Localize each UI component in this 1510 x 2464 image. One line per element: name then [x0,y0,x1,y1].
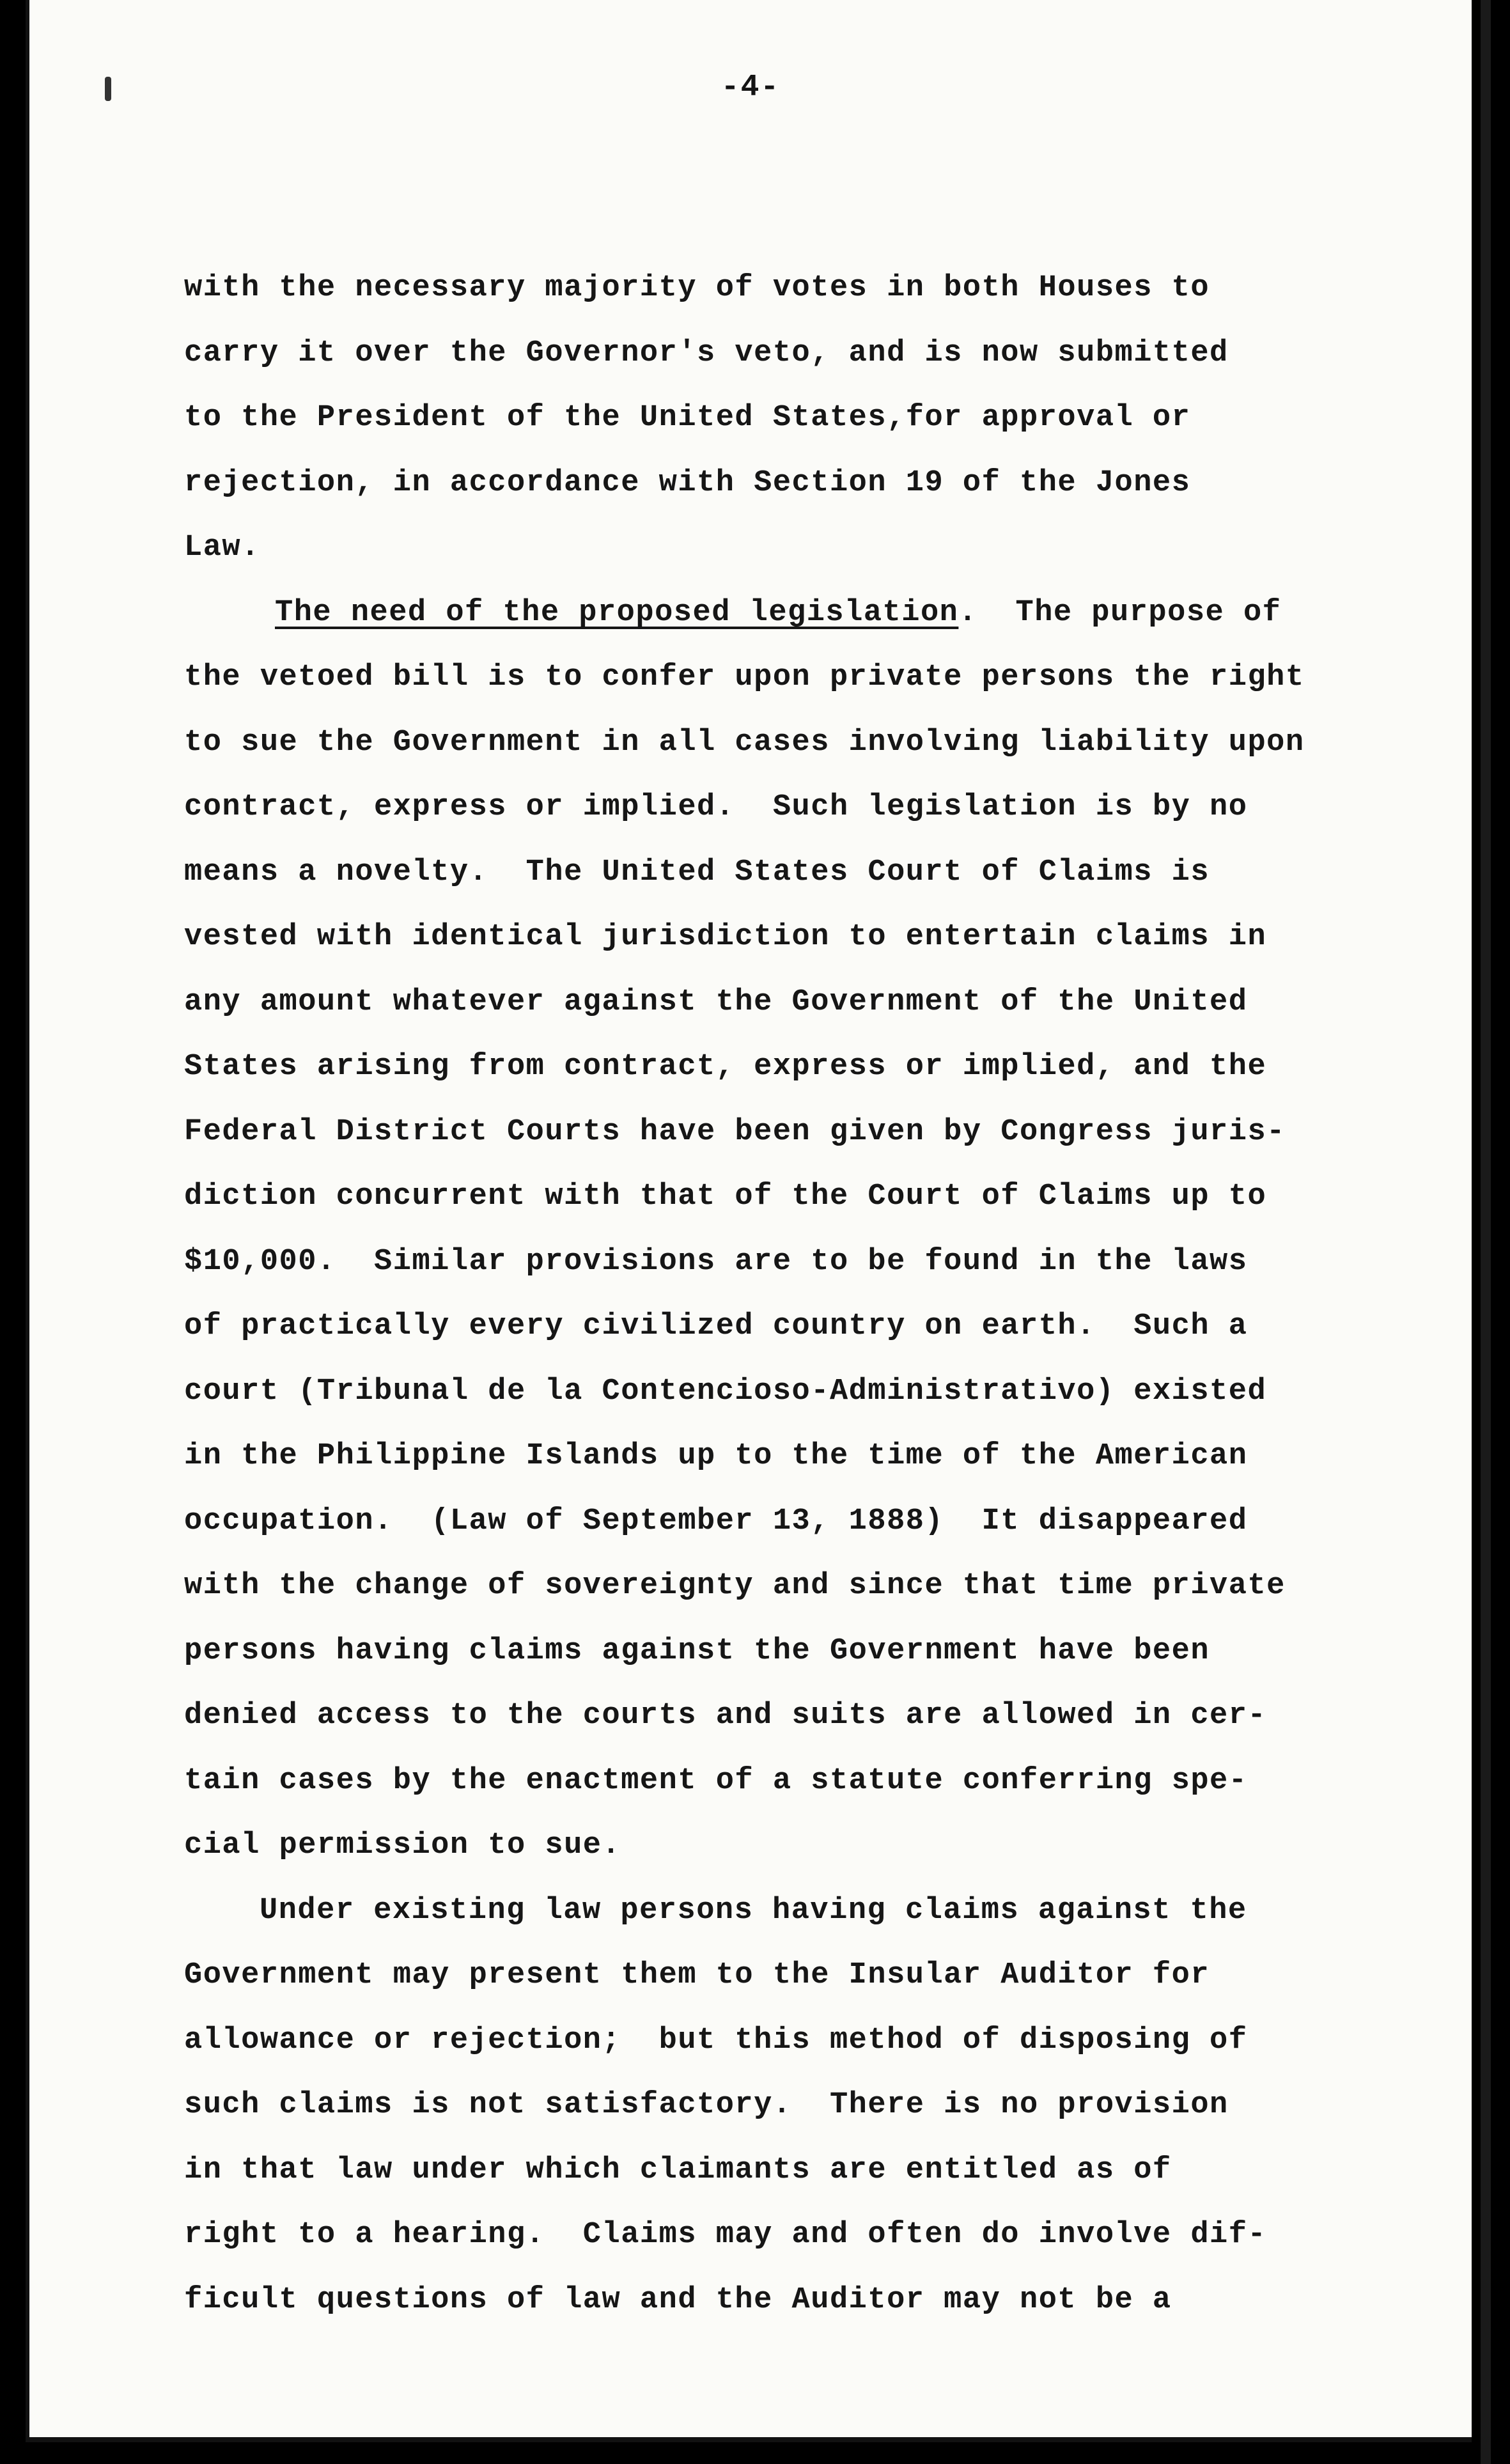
text-line: occupation. (Law of September 13, 1888) It disappeared [184,1504,1248,1538]
text-run: . The purpose of [958,595,1282,630]
text-line: ficult questions of law and the Auditor may not be a [184,2282,1172,2317]
section-heading: The need of the proposed legislation [275,595,959,630]
text-line: Under existing law persons having claims against the [260,1893,1247,1928]
text-line: with the change of sovereignty and since that time private [184,1569,1286,1603]
text-line: contract, express or implied. Such legislation is by no [184,790,1248,824]
text-line: court (Tribunal de la Contencioso-Administrativo) existed [184,1374,1267,1408]
body-text [184,256,1399,2332]
paragraph-continuation [184,256,1399,581]
text-line: Federal District Courts have been given by Congress juris- [184,1114,1286,1149]
text-line: States arising from contract, express or implied, and the [184,1050,1267,1084]
text-line: allowance or rejection; but this method of disposing of [184,2023,1248,2057]
page-number: -4- [720,70,781,105]
paragraph-existing-law [184,1878,1399,2333]
paragraph-need-of-legislation [184,581,1399,1878]
text-line: denied access to the courts and suits are allowed in cer- [184,1699,1267,1733]
text-line: rejection, in accordance with Section 19 of the Jones [184,465,1191,500]
text-line: vested with identical jurisdiction to entertain claims in [184,920,1267,954]
text-line: tain cases by the enactment of a statute conferring spe- [184,1763,1248,1798]
text-line: of practically every civilized country on earth. Such a [184,1309,1248,1343]
text-line: to sue the Government in all cases involving liability upon [184,725,1305,760]
text-line: in the Philippine Islands up to the time of the American [184,1439,1248,1473]
text-line: cial permission to sue. [184,1829,621,1862]
text-line: means a novelty. The United States Court of Claims is [184,855,1210,889]
text-line: in that law under which claimants are entitled as of [184,2153,1172,2187]
text-line: such claims is not satisfactory. There is no provision [184,2088,1229,2122]
document-page [26,0,1472,2442]
paragraph-first-line [184,581,1399,646]
text-line: right to a hearing. Claims may and often do involve dif- [184,2218,1267,2252]
text-line: the vetoed bill is to confer upon private persons the right [184,660,1305,694]
text-line: $10,000. Similar provisions are to be found in the laws [184,1244,1248,1279]
text-line: Government may present them to the Insular Auditor for [184,1958,1210,1992]
scan-edge [1481,0,1491,2464]
text-line: persons having claims against the Government have been [184,1634,1210,1668]
text-line: any amount whatever against the Government of the United [184,985,1248,1019]
text-line: to the President of the United States,for approval or [184,401,1191,435]
text-line: diction concurrent with that of the Court of Claims up to [184,1180,1267,1213]
text-line: Law. [184,531,260,565]
text-line: carry it over the Governor's veto, and is now submitted [184,336,1229,370]
text-line: with the necessary majority of votes in both Houses to [184,271,1210,305]
